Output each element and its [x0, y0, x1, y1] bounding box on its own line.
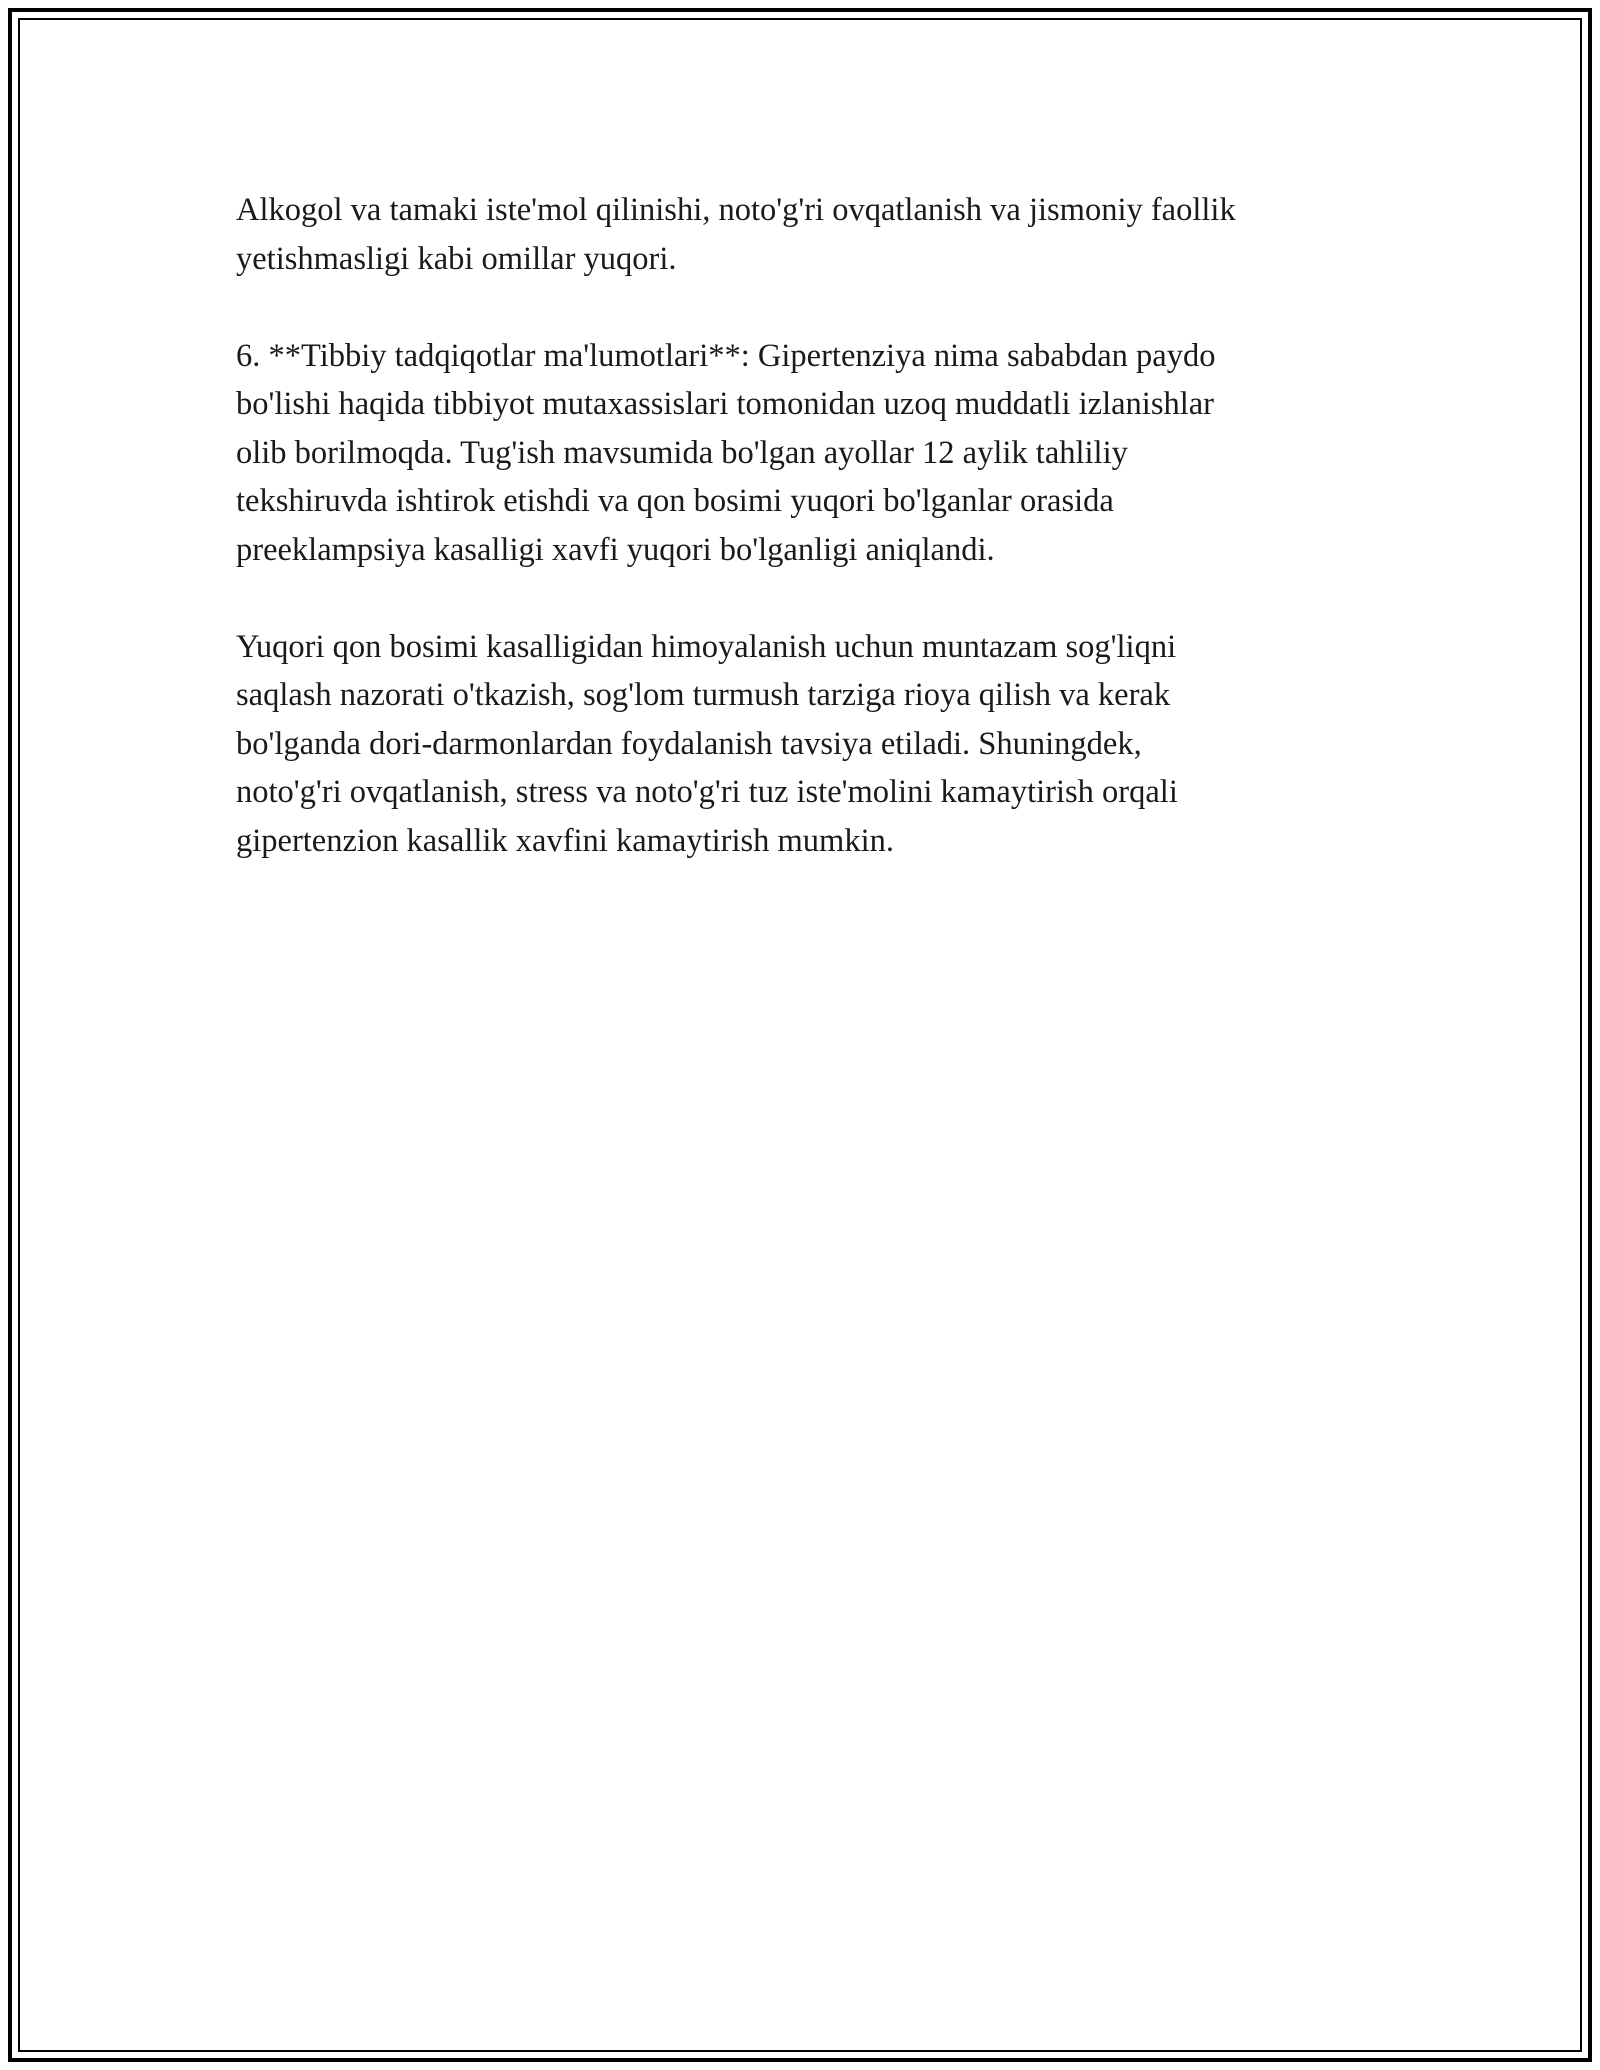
- text-line: bo'lishi haqida tibbiyot mutaxassislari tomonidan uzoq muddatli izlanishlar: [236, 386, 1214, 422]
- paragraph-prevention: [236, 623, 1366, 866]
- text-line: bo'lganda dori-darmonlardan foydalanish tavsiya etiladi. Shuningdek,: [236, 725, 1142, 762]
- text-line: saqlash nazorati o'tkazish, sog'lom turmush tarziga rioya qilish va kerak: [236, 677, 1171, 713]
- paragraph-risk-factors: [236, 186, 1366, 283]
- text-line: preeklampsiya kasalligi xavfi yuqori bo'lganligi aniqlandi.: [236, 531, 995, 568]
- text-line: Alkogol va tamaki iste'mol qilinishi, noto'g'ri ovqatlanish va jismoniy faollik: [236, 192, 1236, 228]
- text-line: tekshiruvda ishtirok etishdi va qon bosimi yuqori bo'lganlar orasida: [236, 483, 1114, 519]
- text-line: noto'g'ri ovqatlanish, stress va noto'g'ri tuz iste'molini kamaytirish orqali: [236, 774, 1178, 810]
- text-line: olib borilmoqda. Tug'ish mavsumida bo'lgan ayollar 12 aylik tahliliy: [236, 434, 1128, 471]
- document-body: [236, 186, 1366, 914]
- text-line: yetishmasligi kabi omillar yuqori.: [236, 240, 677, 277]
- text-line: Yuqori qon bosimi kasalligidan himoyalanish uchun muntazam sog'liqni: [236, 628, 1177, 665]
- paragraph-medical-research: [236, 332, 1366, 575]
- text-line: 6. **Tibbiy tadqiqotlar ma'lumotlari**: Gipertenziya nima sababdan paydo: [236, 337, 1216, 374]
- text-line: gipertenzion kasallik xavfini kamaytirish mumkin.: [236, 822, 894, 859]
